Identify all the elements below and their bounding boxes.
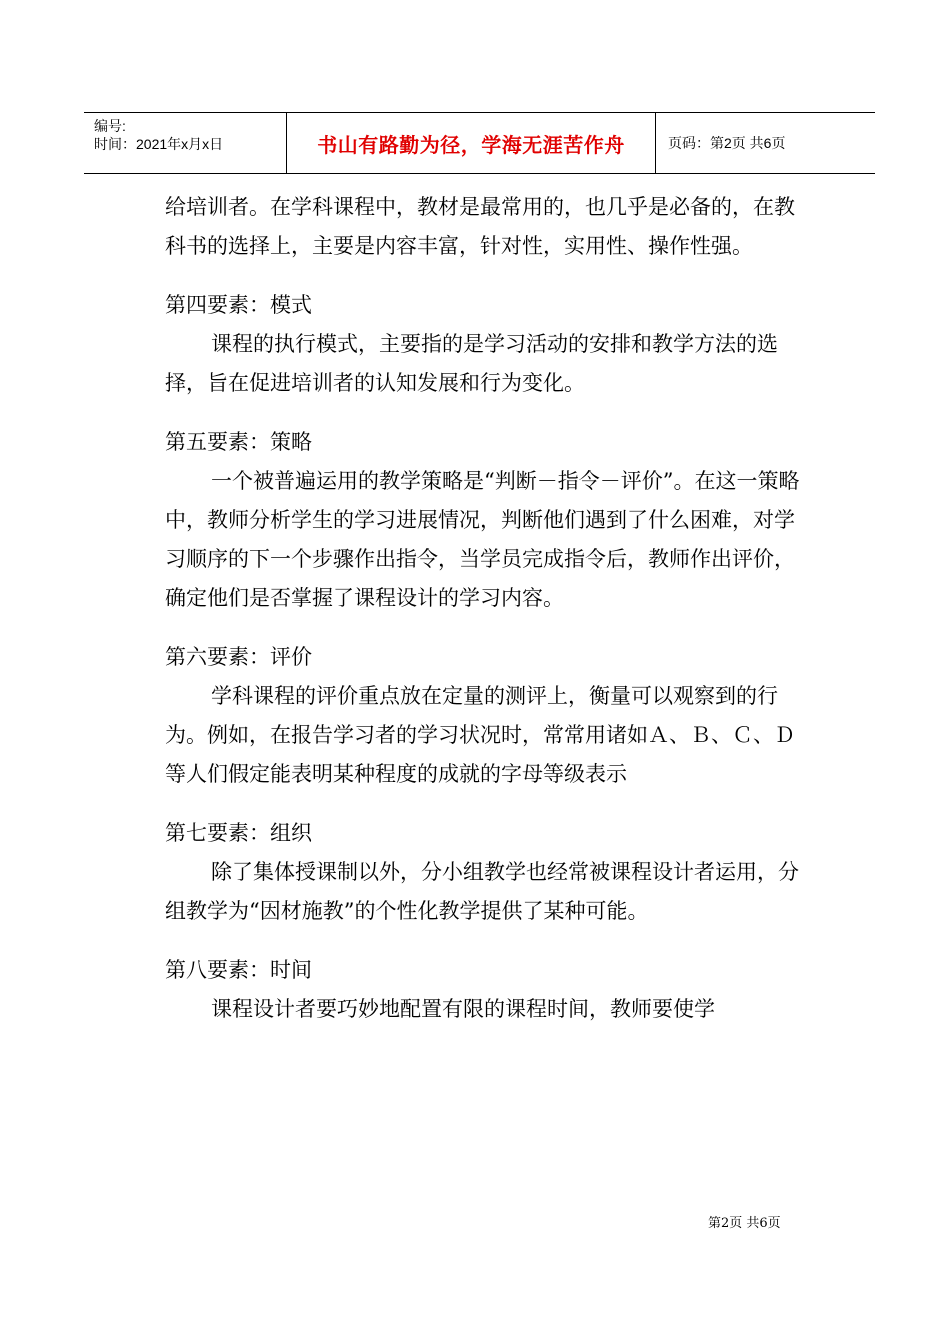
paragraph-organization: 除了集体授课制以外，分小组教学也经常被课程设计者运用，分组教学为“因材施教”的个性化教学提供了某种可能。 [165, 860, 799, 923]
page-footer: 第2页 共6页 [708, 1216, 781, 1231]
paragraph-mode: 课程的执行模式，主要指的是学习活动的安排和教学方法的选择，旨在促进培训者的认知发展和行为变化。 [165, 332, 778, 395]
time-label: 时间：2021年x月x日 [94, 136, 224, 152]
header-motto: 书山有路勤为径，学海无涯苦作舟 [286, 113, 656, 173]
paragraph-evaluation: 学科课程的评价重点放在定量的测评上，衡量可以观察到的行为。例如，在报告学习者的学习状况时，常常用诸如Ａ、Ｂ、Ｃ、Ｄ等人们假定能表明某种程度的成就的字母等级表示 [165, 684, 795, 786]
section-heading-time: 第八要素：时间 [165, 958, 312, 982]
paragraph-time: 课程设计者要巧妙地配置有限的课程时间，教师要使学 [211, 997, 715, 1021]
section-heading-organization: 第七要素：组织 [165, 821, 312, 845]
paragraph-continuation: 给培训者。在学科课程中，教材是最常用的，也几乎是必备的，在教科书的选择上，主要是内容丰富，针对性，实用性、操作性强。 [165, 195, 795, 258]
section-heading-mode: 第四要素：模式 [165, 293, 312, 317]
number-label: 编号: [94, 118, 126, 134]
header-page-info: 页码：第2页 共6页 [668, 135, 786, 151]
header-meta [84, 113, 286, 173]
section-heading-evaluation: 第六要素：评价 [165, 645, 312, 669]
document-body [165, 188, 805, 1029]
paragraph-strategy: 一个被普遍运用的教学策略是“判断－指令－评价”。在这一策略中，教师分析学生的学习进展情况，判断他们遇到了什么困难，对学习顺序的下一个步骤作出指令，当学员完成指令后，教师作出评价，确定他们是否掌握了课程设计的学习内容。 [165, 469, 800, 610]
document-header [84, 112, 875, 174]
section-heading-strategy: 第五要素：策略 [165, 430, 312, 454]
